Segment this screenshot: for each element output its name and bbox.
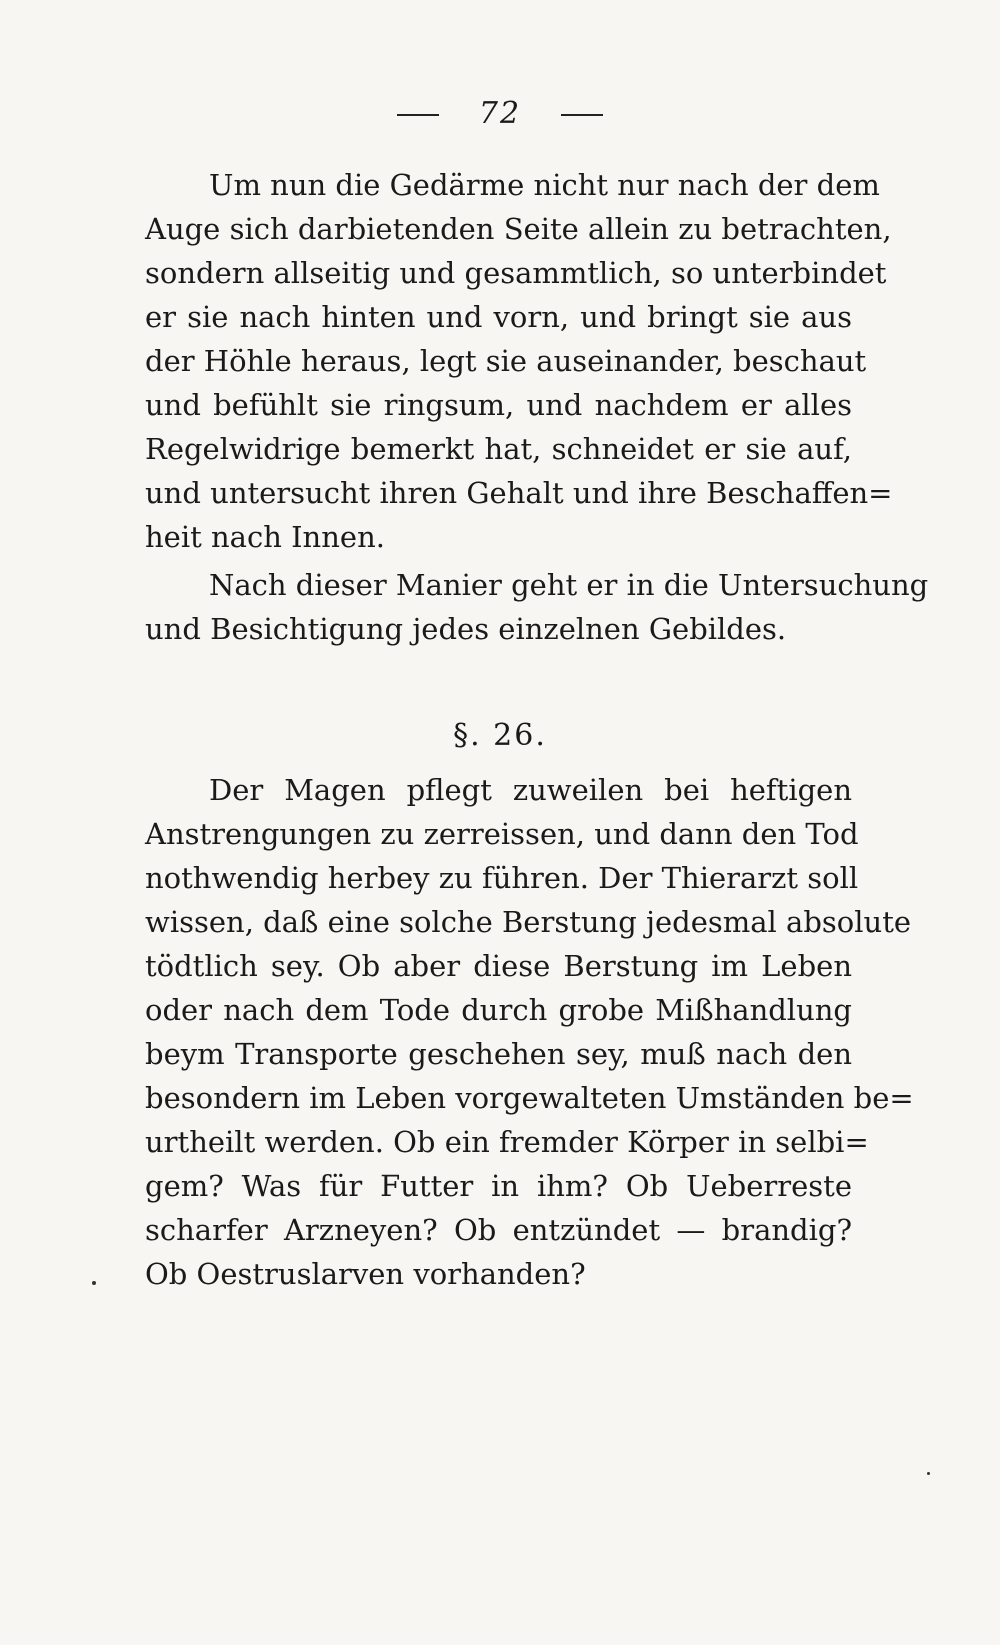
text-line: beym Transporte geschehen sey, muß nach den — [145, 1037, 852, 1071]
section-heading: §. 26. — [453, 718, 547, 753]
text-line: und befühlt sie ringsum, und nachdem er alles — [145, 388, 852, 422]
text-line: heit nach Innen. — [145, 520, 385, 554]
text-line: der Höhle heraus, legt sie auseinander, beschaut — [145, 344, 867, 378]
text-line: Um nun die Gedärme nicht nur nach der dem — [209, 168, 880, 202]
text-line: Auge sich darbietenden Seite allein zu betrachten, — [145, 212, 892, 246]
page-header — [0, 96, 1000, 131]
ink-speck — [927, 1472, 930, 1475]
text-line: scharfer Arzneyen? Ob entzündet — brandig? — [145, 1213, 852, 1247]
text-line: nothwendig herbey zu führen. Der Thierarzt soll — [145, 861, 859, 895]
text-line: sondern allseitig und gesammtlich, so unterbindet — [145, 256, 887, 290]
text-line: urtheilt werden. Ob ein fremder Körper in selbi= — [145, 1125, 869, 1159]
ink-speck — [92, 1281, 96, 1285]
text-line: Der Magen pflegt zuweilen bei heftigen — [209, 773, 852, 807]
text-line: Ob Oestruslarven vorhanden? — [145, 1257, 586, 1291]
text-line: Regelwidrige bemerkt hat, schneidet er sie auf, — [145, 432, 852, 466]
text-line: Anstrengungen zu zerreissen, und dann den Tod — [145, 817, 859, 851]
header-dash-right — [561, 114, 603, 116]
text-line: besondern im Leben vorgewalteten Umständen be= — [145, 1081, 914, 1115]
text-line: und untersucht ihren Gehalt und ihre Beschaffen= — [145, 476, 893, 510]
text-line: oder nach dem Tode durch grobe Mißhandlung — [145, 993, 852, 1027]
header-dash-left — [397, 114, 439, 116]
text-line: Nach dieser Manier geht er in die Untersuchung — [209, 568, 929, 602]
text-line: gem? Was für Futter in ihm? Ob Ueberreste — [145, 1169, 852, 1203]
page-number: 72 — [478, 96, 522, 131]
text-line: er sie nach hinten und vorn, und bringt sie aus — [145, 300, 852, 334]
text-line: wissen, daß eine solche Berstung jedesmal absolute — [145, 905, 912, 939]
text-line: und Besichtigung jedes einzelnen Gebildes. — [145, 612, 787, 646]
text-line: tödtlich sey. Ob aber diese Berstung im Leben — [145, 949, 852, 983]
